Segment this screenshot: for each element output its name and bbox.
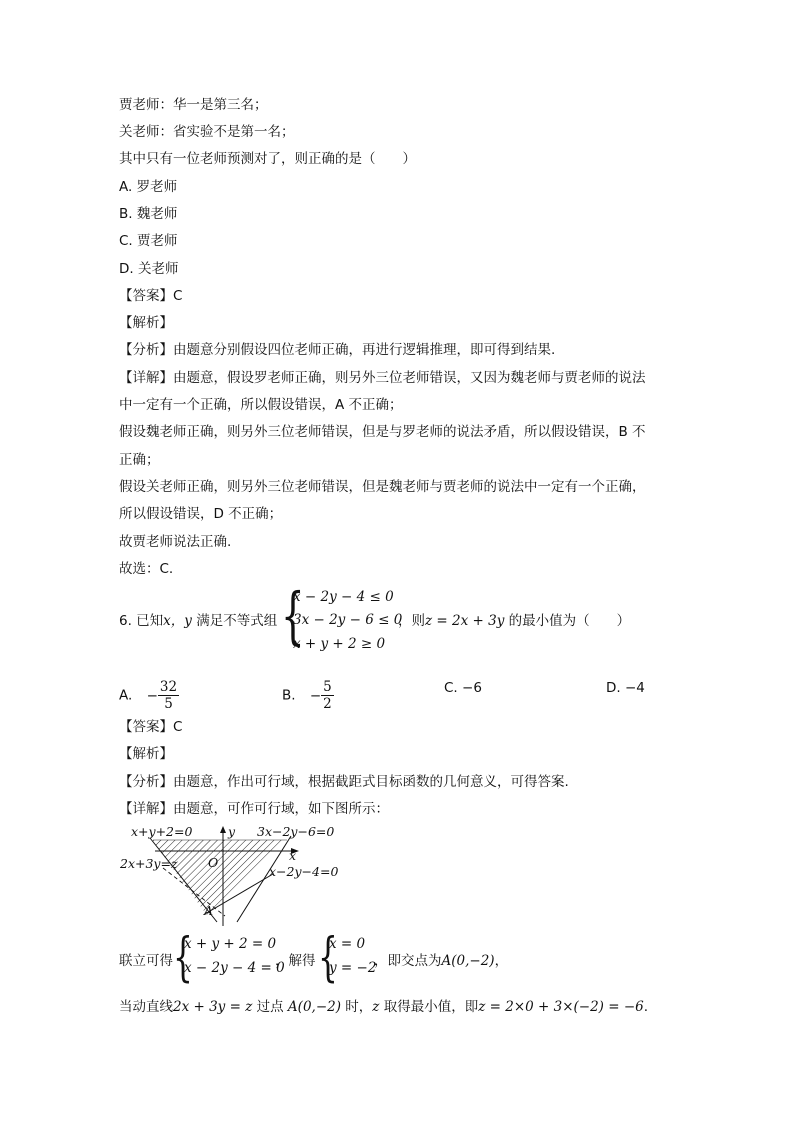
label-point-a: A (204, 903, 214, 918)
label-origin: O (208, 855, 219, 870)
detail-line: 假设魏老师正确，则另外三位老师错误，但是与罗老师的说法矛盾，所以假设错误，B 不 (119, 424, 646, 440)
detail-line: 故选：C. (119, 561, 174, 577)
feasible-region-graph (115, 822, 345, 930)
question-stem: 其中只有一位老师预测对了，则正确的是（ ） (119, 151, 416, 167)
solve-text-2: ，解得 (275, 953, 316, 969)
q6-option-c: C. −6 (444, 680, 482, 696)
answer-line: 【答案】C (119, 719, 183, 735)
inequality-2: 3x − 2y − 6 ≤ 0 (293, 612, 403, 628)
analysis-line: 【分析】由题意分别假设四位老师正确，再进行逻辑推理，即可得到结果. (119, 342, 556, 358)
label-line-2: 3x−2y−6=0 (257, 824, 335, 839)
label-x-axis: x (289, 848, 297, 863)
analysis-heading: 【解析】 (119, 315, 173, 331)
detail-line: 【详解】由题意，可作可行域，如下图所示： (119, 801, 389, 817)
solve-sol-1: x = 0 (329, 936, 366, 952)
solve-sol-2: y = −2 (329, 960, 377, 976)
q6-option-d: D. −4 (606, 680, 645, 696)
detail-line: 故贾老师说法正确. (119, 534, 232, 550)
y-arrow (220, 826, 226, 833)
option-c: C. 贾老师 (119, 233, 178, 249)
option-a: A. 罗老师 (119, 179, 178, 195)
solve-brace-1: { (173, 928, 193, 988)
option-d: D. 关老师 (119, 261, 179, 277)
solve-text-3: ，即交点为A(0,−2)， (374, 953, 509, 969)
solve-text-1: 联立可得 (119, 953, 173, 969)
label-line-1: x+y+2=0 (131, 824, 193, 839)
detail-line: 正确； (119, 452, 160, 468)
q6-option-b: B. − $\frac{5}{2}$ (282, 679, 332, 712)
detail-line: 【详解】由题意，假设罗老师正确，则另外三位老师错误，又因为魏老师与贾老师的说法 (119, 370, 646, 386)
final-line: 当动直线2x + 3y = z 过点 A(0,−2) 时，z 取得最小值，即z = 2×0 + 3×(−2) = −6. (119, 999, 649, 1015)
inequality-1: x − 2y − 4 ≤ 0 (293, 589, 394, 605)
detail-line: 所以假设错误，D 不正确； (119, 506, 283, 522)
answer-line: 【答案】C (119, 288, 183, 304)
solve-eq-1: x + y + 2 = 0 (184, 936, 277, 952)
analysis-line: 【分析】由题意，作出可行域，根据截距式目标函数的几何意义，可得答案. (119, 774, 569, 790)
question-6-stem: 6. 已知x，y 满足不等式组 (119, 613, 278, 629)
system-brace: { (281, 579, 305, 652)
q6-option-a: A. − $\frac{32}{5}$ (119, 679, 178, 712)
solve-brace-2: { (318, 928, 338, 988)
label-objective: 2x+3y=z (120, 856, 178, 871)
inequality-3: x + y + 2 ≥ 0 (293, 636, 386, 652)
label-y-axis: y (228, 824, 236, 839)
detail-line: 中一定有一个正确，所以假设错误，A 不正确； (119, 397, 403, 413)
label-line-3: x−2y−4=0 (269, 864, 339, 879)
detail-line: 假设关老师正确，则另外三位老师错误，但是魏老师与贾老师的说法中一定有一个正确， (119, 479, 646, 495)
question-6-tail: ，则z = 2x + 3y 的最小值为（ ） (398, 613, 631, 629)
text-line: 贾老师：华一是第三名； (119, 97, 268, 113)
solve-eq-2: x − 2y − 4 = 0 (184, 960, 285, 976)
analysis-heading: 【解析】 (119, 746, 173, 762)
text-line: 关老师：省实验不是第一名； (119, 124, 295, 140)
option-b: B. 魏老师 (119, 206, 178, 222)
